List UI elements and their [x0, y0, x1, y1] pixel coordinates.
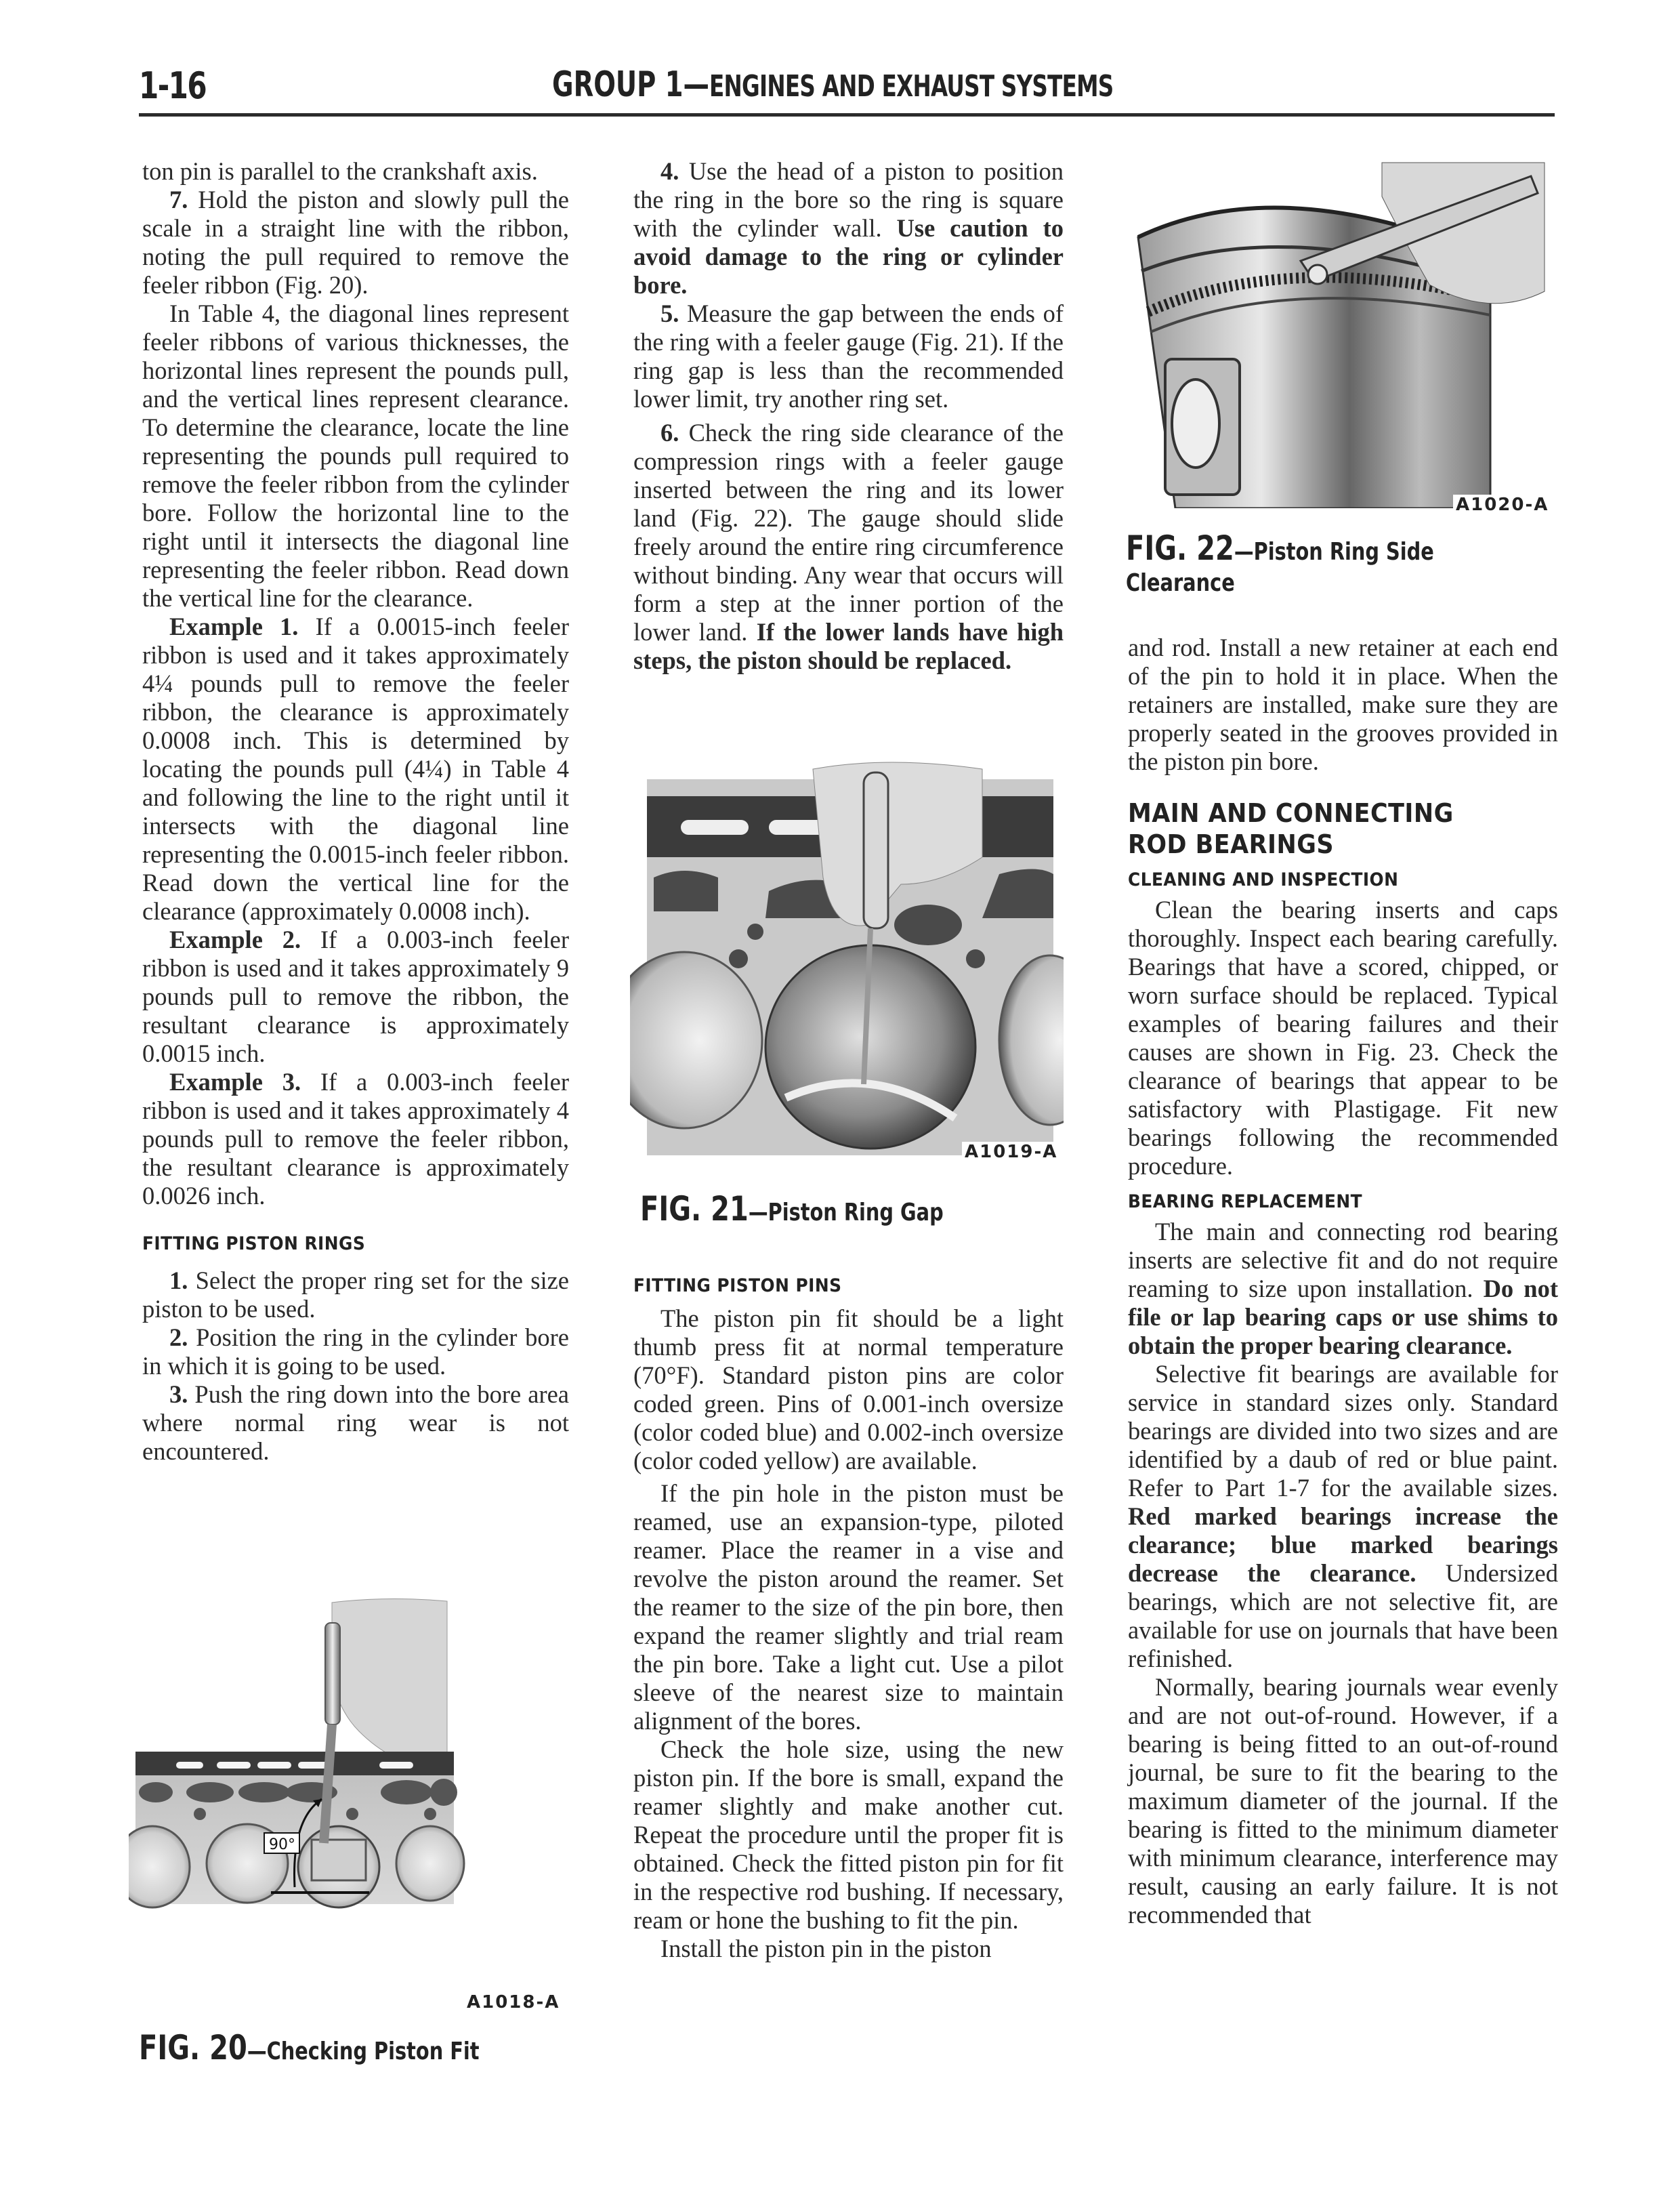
replacement-paragraph-1: The main and connecting rod bearing inserts are selective fit and do not require reaming to size upon installation. Do not file or lap bearing caps or use shims to obtain the proper bearing clearance. — [1128, 1218, 1558, 1359]
step-7: 7. Hold the piston and slowly pull the scale in a straight line with the ribbon, noting the pull required to remove the feeler ribbon (Fig. 20). — [142, 186, 569, 299]
ring-step-5: 5. Measure the gap between the ends of the ring with a feeler gauge (Fig. 21). If the ring gap is less than the recommended lower limit, try another ring set. — [633, 300, 1064, 413]
pins-paragraph-2: If the pin hole in the piston must be reamed, use an expansion-type, piloted reamer. Place the reamer in a vise and revolve the piston around the reamer. Set the reamer to the size of the pin bore, then expand the reamer slightly and trial ream the pin bore. Take a light cut. Use a pilot sleeve of the nearest size to maintain alignment of the bores. — [633, 1479, 1064, 1735]
ring-step-6: 6. Check the ring side clearance of the compression rings with a feeler gauge inserted between the ring and its lower land (Fig. 22). The gauge should slide freely around the entire ring circumference without binding. Any wear that occurs will form a step at the inner portion of the lower land. If the lower lands have high steps, the piston should be replaced. — [633, 419, 1064, 674]
replacement-paragraph-2: Selective fit bearings are available for service in standard sizes only. Standard bearings are divided into two sizes and are identified by a daub of red or blue paint. Refer to Part 1-7 for the available sizes. Red marked bearings increase the clearance; blue marked bearings decrease the clearance. Undersized bearings, which are not selective fit, are available for use on journals that have been refinished. — [1128, 1360, 1558, 1672]
middle-column — [633, 157, 1064, 675]
fig20-illustration — [129, 1596, 569, 2002]
pins-paragraph-3: Check the hole size, using the new piston pin. If the bore is small, expand the reamer slightly and make another cut. Repeat the procedure until the proper fit is obtained. Check the fitted piston pin for fit in the respective rod bushing. If necessary, ream or hone the bushing to fit the pin. — [633, 1735, 1064, 1934]
paragraph-continuation: and rod. Install a new retainer at each end of the pin to hold it in place. When the retainers are installed, make sure they are properly seated in the grooves provided in the piston pin bore. — [1128, 634, 1558, 775]
figure-title: —Piston Ring Gap — [748, 1199, 944, 1226]
figure-caption — [640, 1189, 944, 1229]
caution-text: Use caution to avoid damage to the ring or cylinder bore. — [633, 214, 1064, 299]
warning-text: If the lower lands have high steps, the piston should be replaced. — [633, 618, 1064, 674]
group-label: GROUP 1 — [552, 64, 684, 105]
page-number: 1-16 — [139, 64, 207, 107]
ring-step-3: 3. Push the ring down into the bore area where normal ring wear is not encountered. — [142, 1380, 569, 1465]
figure-number: FIG. 20 — [139, 2028, 247, 2067]
right-column — [1128, 634, 1558, 1929]
paragraph-table-4: In Table 4, the diagonal lines represent feeler ribbons of various thicknesses, the horizontal lines represent the pounds pull, and the vertical lines represent clearance. To determine the clearance, locate the line representing the pounds pull required to remove the feeler ribbon from the cylinder bore. Follow the horizontal line to the right until it intersects the diagonal line representing the feeler ribbon. Read down the vertical line for the clearance. — [142, 300, 569, 612]
left-column — [142, 157, 569, 1466]
fig21-illustration — [630, 756, 1064, 1162]
step-number: 7. — [169, 186, 188, 213]
subhead-fitting-piston-rings: FITTING PISTON RINGS — [142, 1233, 366, 1254]
ring-step-4: 4. Use the head of a piston to position the ring in the bore so the ring is square with the cylinder wall. Use caution to avoid damage to the ring or cylinder bore. — [633, 157, 1064, 299]
angle-label: 90° — [269, 1836, 295, 1853]
figure-number: FIG. 21 — [640, 1189, 749, 1229]
hand-shape — [332, 1598, 447, 1766]
warning-text: Do not file or lap bearing caps or use shims to obtain the proper bearing clearance. — [1128, 1275, 1558, 1359]
cleaning-paragraph: Clean the bearing inserts and caps thoroughly. Inspect each bearing carefully. Bearings that have a scored, chipped, or worn surface should be replaced. Typical examples of bearing failures and their causes are shown in Fig. 23. Check the clearance of bearings that appear to be satisfactory with Plastigage. Fit new bearings following the recommended procedure. — [1128, 896, 1558, 1180]
example-label: Example 2. — [169, 926, 301, 953]
subhead-cleaning-inspection: CLEANING AND INSPECTION — [1128, 869, 1399, 890]
feeler-gauge — [864, 772, 888, 928]
section-heading: MAIN AND CONNECTING ROD BEARINGS — [1128, 798, 1454, 859]
ring-step-2: 2. Position the ring in the cylinder bore in which it is going to be used. — [142, 1323, 569, 1380]
pins-paragraph-1: The piston pin fit should be a light thumb press fit at normal temperature (70°F). Standard piston pins are color coded green. Pins of 0.001-inch oversize (color coded blue) and 0.002-inch oversize (color coded yellow) are available. — [633, 1304, 1064, 1474]
figure-title-line2: Clearance — [1126, 569, 1235, 597]
middle-column-lower — [633, 1275, 1064, 1963]
group-title: ENGINES AND EXHAUST SYSTEMS — [709, 69, 1114, 104]
spring-scale — [325, 1623, 340, 1725]
figure-code: A1020-A — [1453, 495, 1551, 515]
figure-title: —Checking Piston Fit — [247, 2038, 480, 2065]
running-title — [552, 64, 1113, 105]
figure-20 — [129, 1596, 569, 2070]
example-label: Example 1. — [169, 613, 299, 640]
example-label: Example 3. — [169, 1068, 301, 1096]
page-header — [139, 64, 1555, 112]
figure-22 — [1111, 156, 1572, 617]
figure-caption — [1126, 529, 1434, 597]
subhead-fitting-piston-pins: FITTING PISTON PINS — [633, 1275, 842, 1296]
figure-code: A1019-A — [962, 1142, 1060, 1162]
ring-step-1: 1. Select the proper ring set for the size piston to be used. — [142, 1266, 569, 1323]
fig22-illustration — [1111, 156, 1572, 508]
figure-number: FIG. 22 — [1126, 529, 1234, 568]
figure-caption — [139, 2028, 480, 2067]
group-dash: — — [683, 64, 710, 105]
replacement-paragraph-3: Normally, bearing journals wear evenly and are not out-of-round. However, if a bearing is being fitted to an out-of-round journal, be sure to fit the bearing to the maximum diameter of the journal. If the bearing is fitted to the minimum diameter with minimum clearance, interference may result, causing an early failure. It is not recommended that — [1128, 1673, 1558, 1928]
pins-paragraph-4: Install the piston pin in the piston — [660, 1935, 992, 1962]
paragraph-continuation: ton pin is parallel to the crankshaft axis. — [142, 157, 538, 185]
figure-code: A1018-A — [464, 1992, 562, 2012]
example-2: Example 2. If a 0.003-inch feeler ribbon is used and it takes approximately 9 pounds pull to remove the ribbon, the resultant clearance is approximately 0.0015 inch. — [142, 926, 569, 1067]
subhead-bearing-replacement: BEARING REPLACEMENT — [1128, 1191, 1363, 1212]
figure-21 — [630, 756, 1064, 1257]
example-1: Example 1. If a 0.0015-inch feeler ribbon is used and it takes approximately 4¼ pounds pull to remove the feeler ribbon, the clearance is approximately 0.0008 inch. This is determined by locating the pounds pull (4¼) in Table 4 and following the line to the right until it intersects with the diagonal line representing the 0.0015-inch feeler ribbon. Read down the vertical line for the clearance (approximately 0.0008 inch). — [142, 613, 569, 925]
figure-title: —Piston Ring Side — [1234, 538, 1434, 566]
example-3: Example 3. If a 0.003-inch feeler ribbon is used and it takes approximately 4 pounds pull to remove the feeler ribbon, the resultant clearance is approximately 0.0026 inch. — [142, 1068, 569, 1210]
header-rule — [139, 113, 1555, 117]
color-code-note: Red marked bearings increase the clearance; blue marked bearings decrease the clearance. — [1128, 1502, 1558, 1587]
